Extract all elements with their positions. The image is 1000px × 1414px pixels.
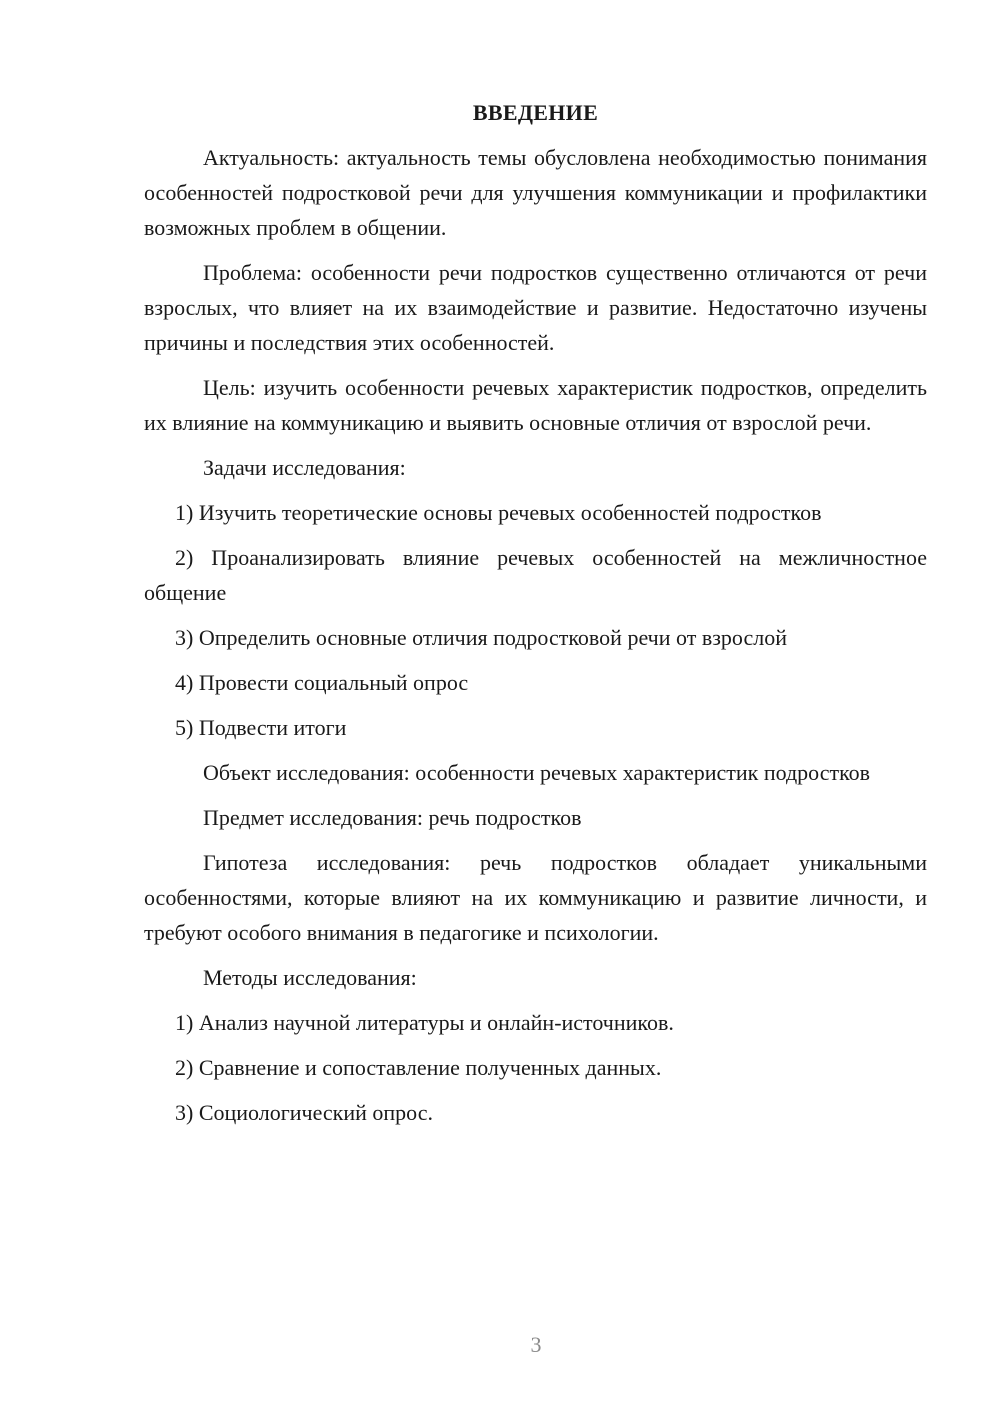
methods-heading: Методы исследования: xyxy=(203,965,417,990)
task-item: 4) Провести социальный опрос xyxy=(175,670,469,695)
page-number: 3 xyxy=(530,1332,542,1357)
task-item: 1) Изучить теоретические основы речевых особенностей подростков xyxy=(175,500,822,525)
method-item: 2) Сравнение и сопоставление полученных данных. xyxy=(175,1055,662,1080)
page-content xyxy=(144,95,927,1140)
method-item: 3) Социологический опрос. xyxy=(175,1100,433,1125)
section-title: ВВЕДЕНИЕ xyxy=(472,100,599,125)
task-item: 2) Проанализировать влияние речевых особенностей на межличностное общение xyxy=(144,545,927,605)
object-paragraph: Объект исследования: особенности речевых характеристик подростков xyxy=(203,760,871,785)
goal-paragraph: Цель: изучить особенности речевых характеристик подростков, определить их влияние на коммуникацию и выявить основные отличия от взрослой речи. xyxy=(144,375,927,435)
method-item: 1) Анализ научной литературы и онлайн-источников. xyxy=(175,1010,674,1035)
task-item: 3) Определить основные отличия подростковой речи от взрослой xyxy=(175,625,787,650)
problem-paragraph: Проблема: особенности речи подростков существенно отличаются от речи взрослых, что влияет на их взаимодействие и развитие. Недостаточно изучены причины и последствия этих особенностей. xyxy=(144,260,927,355)
hypothesis-paragraph: Гипотеза исследования: речь подростков обладает уникальными особенностями, которые влияют на их коммуникацию и развитие личности, и требуют особого внимания в педагогике и психологии. xyxy=(144,850,927,945)
task-item: 5) Подвести итоги xyxy=(175,715,347,740)
subject-paragraph: Предмет исследования: речь подростков xyxy=(203,805,582,830)
tasks-heading: Задачи исследования: xyxy=(203,455,406,480)
relevance-paragraph: Актуальность: актуальность темы обусловлена необходимостью понимания особенностей подростковой речи для улучшения коммуникации и профилактики возможных проблем в общении. xyxy=(144,145,927,240)
